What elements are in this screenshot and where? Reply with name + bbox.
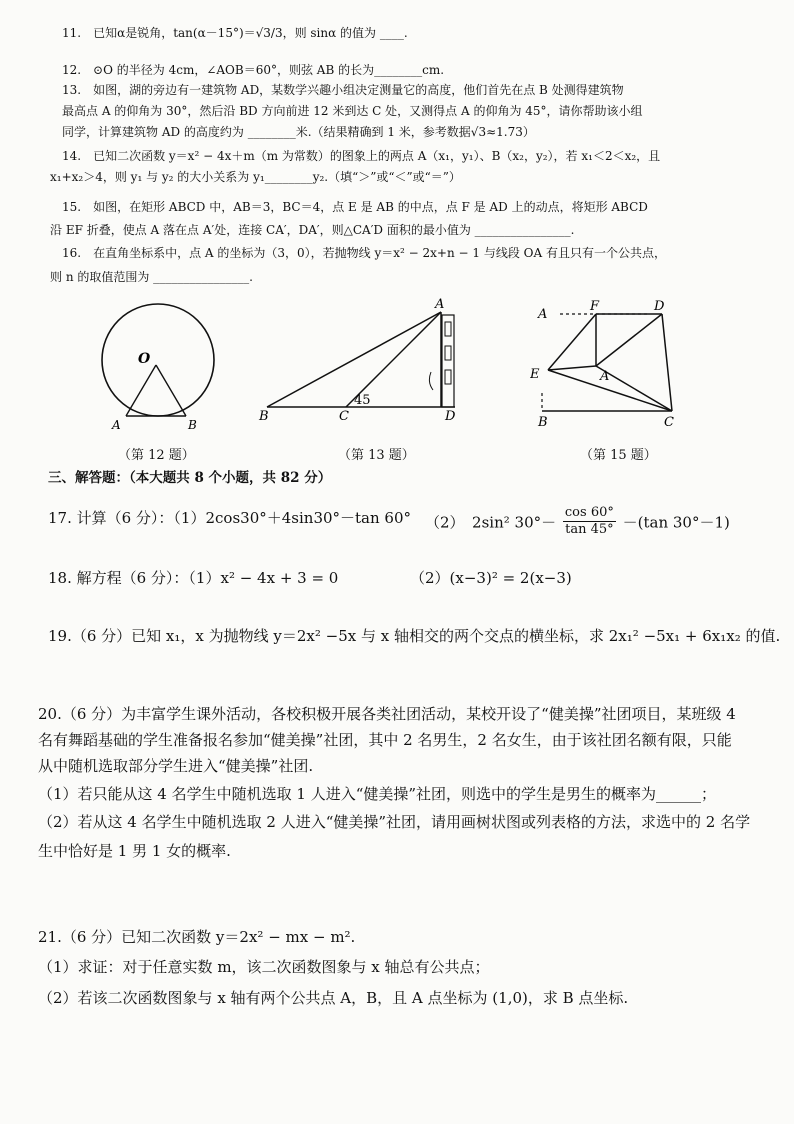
question-21-line-2: （1）求证：对于任意实数 m，该二次函数图象与 x 轴总有公共点； bbox=[38, 958, 490, 976]
question-20-line-3: 从中随机选取部分学生进入“健美操”社团. bbox=[38, 757, 314, 775]
label-angle-45: 45 bbox=[354, 393, 371, 408]
window-2 bbox=[445, 346, 451, 360]
q17-2-suffix: －(tan 30°－1) bbox=[622, 513, 730, 532]
question-16-line-1: 16. 在直角坐标系中，点 A 的坐标为（3，0），若抛物线 y＝x² − 2x+n − 1 与线段 OA 有且只有一个公共点， bbox=[62, 246, 666, 260]
question-18-part-1: 18. 解方程（6 分）：（1）x² − 4x + 3 = 0 bbox=[48, 569, 339, 587]
label-d: D bbox=[654, 299, 665, 314]
segment-a-prime-d bbox=[596, 314, 662, 366]
question-15-line-1: 15. 如图，在矩形 ABCD 中，AB＝3，BC＝4，点 E 是 AB 的中点，点 F 是 AD 上的动点，将矩形 ABCD bbox=[62, 200, 648, 214]
fold-line-ef bbox=[548, 314, 596, 370]
circle-o bbox=[102, 304, 214, 416]
label-b: B bbox=[538, 415, 548, 430]
label-f: F bbox=[590, 299, 600, 314]
question-16-line-2: 则 n 的取值范围为 ________________. bbox=[50, 270, 253, 284]
label-a-corner: A bbox=[538, 307, 548, 322]
question-14-line-1: 14. 已知二次函数 y＝x² − 4x＋m（m 为常数）的图象上的两点 A（x₁，y₁）、B（x₂，y₂），若 x₁＜2＜x₂，且 bbox=[62, 149, 661, 163]
figure-12-caption: （第 12 题） bbox=[118, 448, 195, 463]
question-13-line-3: 同学，计算建筑物 AD 的高度约为 ________米.（结果精确到 1 米，参考数据√3≈1.73） bbox=[62, 125, 535, 139]
label-e: E bbox=[530, 367, 540, 382]
question-14-line-2: x₁+x₂＞4，则 y₁ 与 y₂ 的大小关系为 y₁________y₂.（填“＞”或“＜”或“＝”） bbox=[50, 170, 461, 184]
label-b: B bbox=[259, 409, 269, 424]
window-3 bbox=[445, 370, 451, 384]
question-15-line-2: 沿 EF 折叠，使点 A 落在点 A′处，连接 CA′，DA′，则△CA′D 面积的最小值为 ________________. bbox=[50, 223, 575, 237]
label-o: O bbox=[138, 351, 151, 367]
question-17-part-2 bbox=[425, 507, 730, 540]
figure-13-caption: （第 13 题） bbox=[338, 448, 415, 463]
question-20-line-5: （2）若从这 4 名学生中随机选取 2 人进入“健美操”社团，请用画树状图或列表格的方法，求选中的 2 名学 bbox=[38, 813, 751, 831]
label-a: A bbox=[435, 297, 445, 312]
window-1 bbox=[445, 322, 451, 336]
question-21-line-1: 21.（6 分）已知二次函数 y＝2x² − mx − m². bbox=[38, 928, 356, 946]
question-19: 19.（6 分）已知 x₁，x 为抛物线 y＝2x² −5x 与 x 轴相交的两个交点的横坐标，求 2x₁² −5x₁ + 6x₁x₂ 的值. bbox=[48, 627, 781, 645]
question-13-line-2: 最高点 A 的仰角为 30°，然后沿 BD 方向前进 12 米到达 C 处，又测得点 A 的仰角为 45°，请你帮助该小组 bbox=[62, 104, 643, 118]
question-20-line-1: 20.（6 分）为丰富学生课外活动，各校积极开展各类社团活动，某校开设了“健美操”社团项目，某班级 4 bbox=[38, 705, 736, 723]
figure-13-building bbox=[255, 290, 470, 435]
label-a-prime: A bbox=[600, 369, 610, 384]
building-rect bbox=[442, 315, 454, 407]
question-17-part-1: 17. 计算（6 分）：（1）2cos30°＋4sin30°－tan 60° bbox=[48, 509, 412, 527]
label-a: A bbox=[112, 418, 121, 432]
question-20-line-2: 名有舞蹈基础的学生准备报名参加“健美操”社团，其中 2 名男生，2 名女生，由于该社团名额有限，只能 bbox=[38, 731, 732, 749]
figure-12-circle bbox=[100, 295, 220, 435]
q17-2-prefix: （2） 2sin² 30°－ bbox=[425, 513, 557, 532]
segment-ea-prime bbox=[548, 366, 596, 370]
segment-ec bbox=[548, 370, 672, 411]
question-11: 11. 已知α是锐角，tan(α－15°)＝√3/3，则 sinα 的值为 ____. bbox=[62, 26, 408, 40]
radius-oa bbox=[126, 365, 156, 416]
figure-15-rectangle bbox=[530, 298, 690, 433]
label-c: C bbox=[339, 409, 349, 424]
label-c: C bbox=[664, 415, 674, 430]
question-12: 12. ⊙O 的半径为 4cm，∠AOB＝60°，则弦 AB 的长为________cm. bbox=[62, 63, 445, 77]
question-18-part-2: （2）(x−3)² = 2(x−3) bbox=[410, 569, 572, 587]
question-20-line-4: （1）若只能从这 4 名学生中随机选取 1 人进入“健美操”社团，则选中的学生是男生的概率为______； bbox=[38, 785, 717, 803]
section-3-heading: 三、解答题：（本大题共 8 个小题，共 82 分） bbox=[48, 470, 332, 486]
label-d: D bbox=[445, 409, 456, 424]
tree-sketch bbox=[429, 372, 433, 390]
radius-ob bbox=[156, 365, 186, 416]
label-b: B bbox=[188, 418, 197, 432]
question-20-line-6: 生中恰好是 1 男 1 女的概率. bbox=[38, 842, 231, 860]
figure-15-caption: （第 15 题） bbox=[580, 448, 657, 463]
q17-2-fraction bbox=[563, 505, 616, 538]
q17-2-numerator: cos 60° bbox=[564, 505, 614, 520]
question-21-line-3: （2）若该二次函数图象与 x 轴有两个公共点 A，B，且 A 点坐标为 (1,0)，求 B 点坐标. bbox=[38, 989, 629, 1007]
question-13-line-1: 13. 如图，湖的旁边有一建筑物 AD，某数学兴趣小组决定测量它的高度，他们首先在点 B 处测得建筑物 bbox=[62, 83, 624, 97]
segment-dc bbox=[662, 314, 672, 411]
q17-2-denominator: tan 45° bbox=[565, 522, 614, 537]
